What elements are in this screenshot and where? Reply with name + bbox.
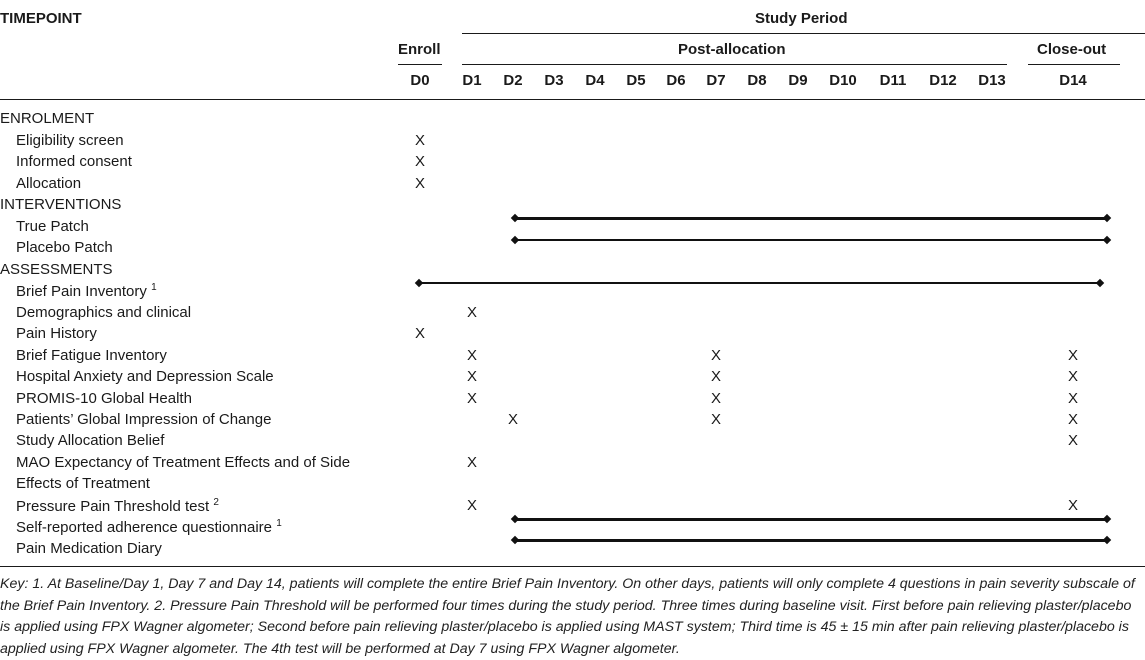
- mark-bfi-d14: X: [1067, 347, 1078, 364]
- close-out-rule: [1028, 64, 1120, 65]
- mark-hads-d7: X: [710, 368, 721, 385]
- mark-belief-d14: X: [1067, 432, 1078, 449]
- row-allocation-belief: Study Allocation Belief: [16, 432, 165, 449]
- day-header-d6: D6: [666, 72, 686, 89]
- mark-demographics-d1: X: [466, 304, 477, 321]
- row-allocation: Allocation: [16, 175, 82, 192]
- table-bottom-rule: [0, 566, 1145, 567]
- mark-pgic-d2: X: [507, 411, 518, 428]
- row-pgic: Patients’ Global Impression of Change: [16, 411, 272, 428]
- row-pain-history: Pain History: [16, 325, 97, 342]
- row-informed-consent: Informed consent: [16, 153, 132, 170]
- bar-start-marker: [511, 536, 519, 544]
- row-pain-medication-diary: Pain Medication Diary: [16, 540, 162, 557]
- mark-mao-d1: X: [466, 454, 477, 471]
- row-label: Brief Pain Inventory: [16, 283, 147, 300]
- row-true-patch: True Patch: [16, 218, 89, 235]
- day-header-d5: D5: [626, 72, 646, 89]
- post-allocation-header: Post-allocation: [678, 41, 786, 58]
- bar-end-marker: [1103, 515, 1111, 523]
- enroll-header: Enroll: [398, 41, 441, 58]
- mark-pgic-d14: X: [1067, 411, 1078, 428]
- day-header-d14: D14: [1059, 72, 1087, 89]
- row-promis-10: PROMIS-10 Global Health: [16, 390, 192, 407]
- day-header-d3: D3: [544, 72, 564, 89]
- day-header-d4: D4: [585, 72, 605, 89]
- row-placebo-patch: Placebo Patch: [16, 239, 113, 256]
- day-header-d2: D2: [503, 72, 523, 89]
- study-period-rule: [462, 33, 1145, 34]
- mark-promis-d1: X: [466, 390, 477, 407]
- duration-bar-true-patch: [515, 217, 1107, 220]
- bar-start-marker: [415, 279, 423, 287]
- mark-consent-d0: X: [414, 153, 425, 170]
- section-interventions: INTERVENTIONS: [0, 196, 122, 213]
- day-header-d7: D7: [706, 72, 726, 89]
- row-hads: Hospital Anxiety and Depression Scale: [16, 368, 274, 385]
- mark-pain-history-d0: X: [414, 325, 425, 342]
- footnote-ref: 1: [151, 282, 157, 293]
- table-key-footnote: Key: 1. At Baseline/Day 1, Day 7 and Day 14, patients will complete the entire Brief Pain Inventory. On other days, patients will only complete 4 questions in pain severity subscale of the Brief Pain Inventory. 2. Pressure Pain Threshold will be performed four times during the study period. Three times during baseline visit. First before pain relieving plaster/placebo is applied using FPX Wagner algometer; Second before pain relieving plaster/placebo is applied using MAST system; Third time is 45 ± 15 min after pain relieving plaster/placebo is applied using FPX Wagner algometer. The 4th test will be performed at Day 7 using FPX Wagner algometer.: [0, 576, 1135, 657]
- row-adherence-questionnaire: [16, 518, 282, 536]
- duration-bar-adherence: [515, 518, 1107, 521]
- mark-ppt-d14: X: [1067, 497, 1078, 514]
- study-period-header: Study Period: [755, 10, 848, 27]
- day-header-d9: D9: [788, 72, 808, 89]
- bar-start-marker: [511, 214, 519, 222]
- row-eligibility-screen: Eligibility screen: [16, 132, 124, 149]
- footnote-ref: 2: [213, 497, 219, 508]
- day-header-d0: D0: [410, 72, 430, 89]
- mark-promis-d14: X: [1067, 390, 1078, 407]
- footnote-ref: 1: [276, 518, 282, 529]
- bar-start-marker: [511, 515, 519, 523]
- mark-hads-d1: X: [466, 368, 477, 385]
- row-mao-expectancy-line2: Effects of Treatment: [16, 475, 150, 492]
- mark-hads-d14: X: [1067, 368, 1078, 385]
- day-header-d1: D1: [462, 72, 482, 89]
- mark-allocation-d0: X: [414, 175, 425, 192]
- day-header-d13: D13: [978, 72, 1006, 89]
- duration-bar-placebo-patch: [515, 239, 1107, 241]
- close-out-header: Close-out: [1037, 41, 1107, 58]
- section-assessments: ASSESSMENTS: [0, 261, 113, 278]
- row-label: Pressure Pain Threshold test: [16, 498, 210, 515]
- header-bottom-rule: [0, 99, 1145, 100]
- row-brief-pain-inventory: [16, 282, 157, 300]
- bar-start-marker: [511, 236, 519, 244]
- day-header-d12: D12: [929, 72, 957, 89]
- day-header-d10: D10: [829, 72, 857, 89]
- day-header-d11: D11: [879, 72, 907, 89]
- row-pressure-pain-threshold: [16, 497, 219, 515]
- mark-ppt-d1: X: [466, 497, 477, 514]
- mark-promis-d7: X: [710, 390, 721, 407]
- bar-end-marker: [1103, 236, 1111, 244]
- mark-pgic-d7: X: [710, 411, 721, 428]
- post-allocation-rule: [462, 64, 1007, 65]
- row-label: Self-reported adherence questionnaire: [16, 519, 273, 536]
- section-enrolment: ENROLMENT: [0, 110, 95, 127]
- bar-end-marker: [1096, 279, 1104, 287]
- mark-bfi-d1: X: [466, 347, 477, 364]
- duration-bar-brief-pain-inventory: [419, 282, 1100, 284]
- row-brief-fatigue-inventory: Brief Fatigue Inventory: [16, 347, 167, 364]
- row-demographics: Demographics and clinical: [16, 304, 192, 321]
- bar-end-marker: [1103, 536, 1111, 544]
- mark-eligibility-d0: X: [414, 132, 425, 149]
- timepoint-header: TIMEPOINT: [0, 10, 82, 27]
- mark-bfi-d7: X: [710, 347, 721, 364]
- enroll-rule: [398, 64, 442, 65]
- bar-end-marker: [1103, 214, 1111, 222]
- row-mao-expectancy-line1: MAO Expectancy of Treatment Effects and of Side: [16, 454, 351, 471]
- day-header-d8: D8: [747, 72, 767, 89]
- duration-bar-medication-diary: [515, 539, 1107, 542]
